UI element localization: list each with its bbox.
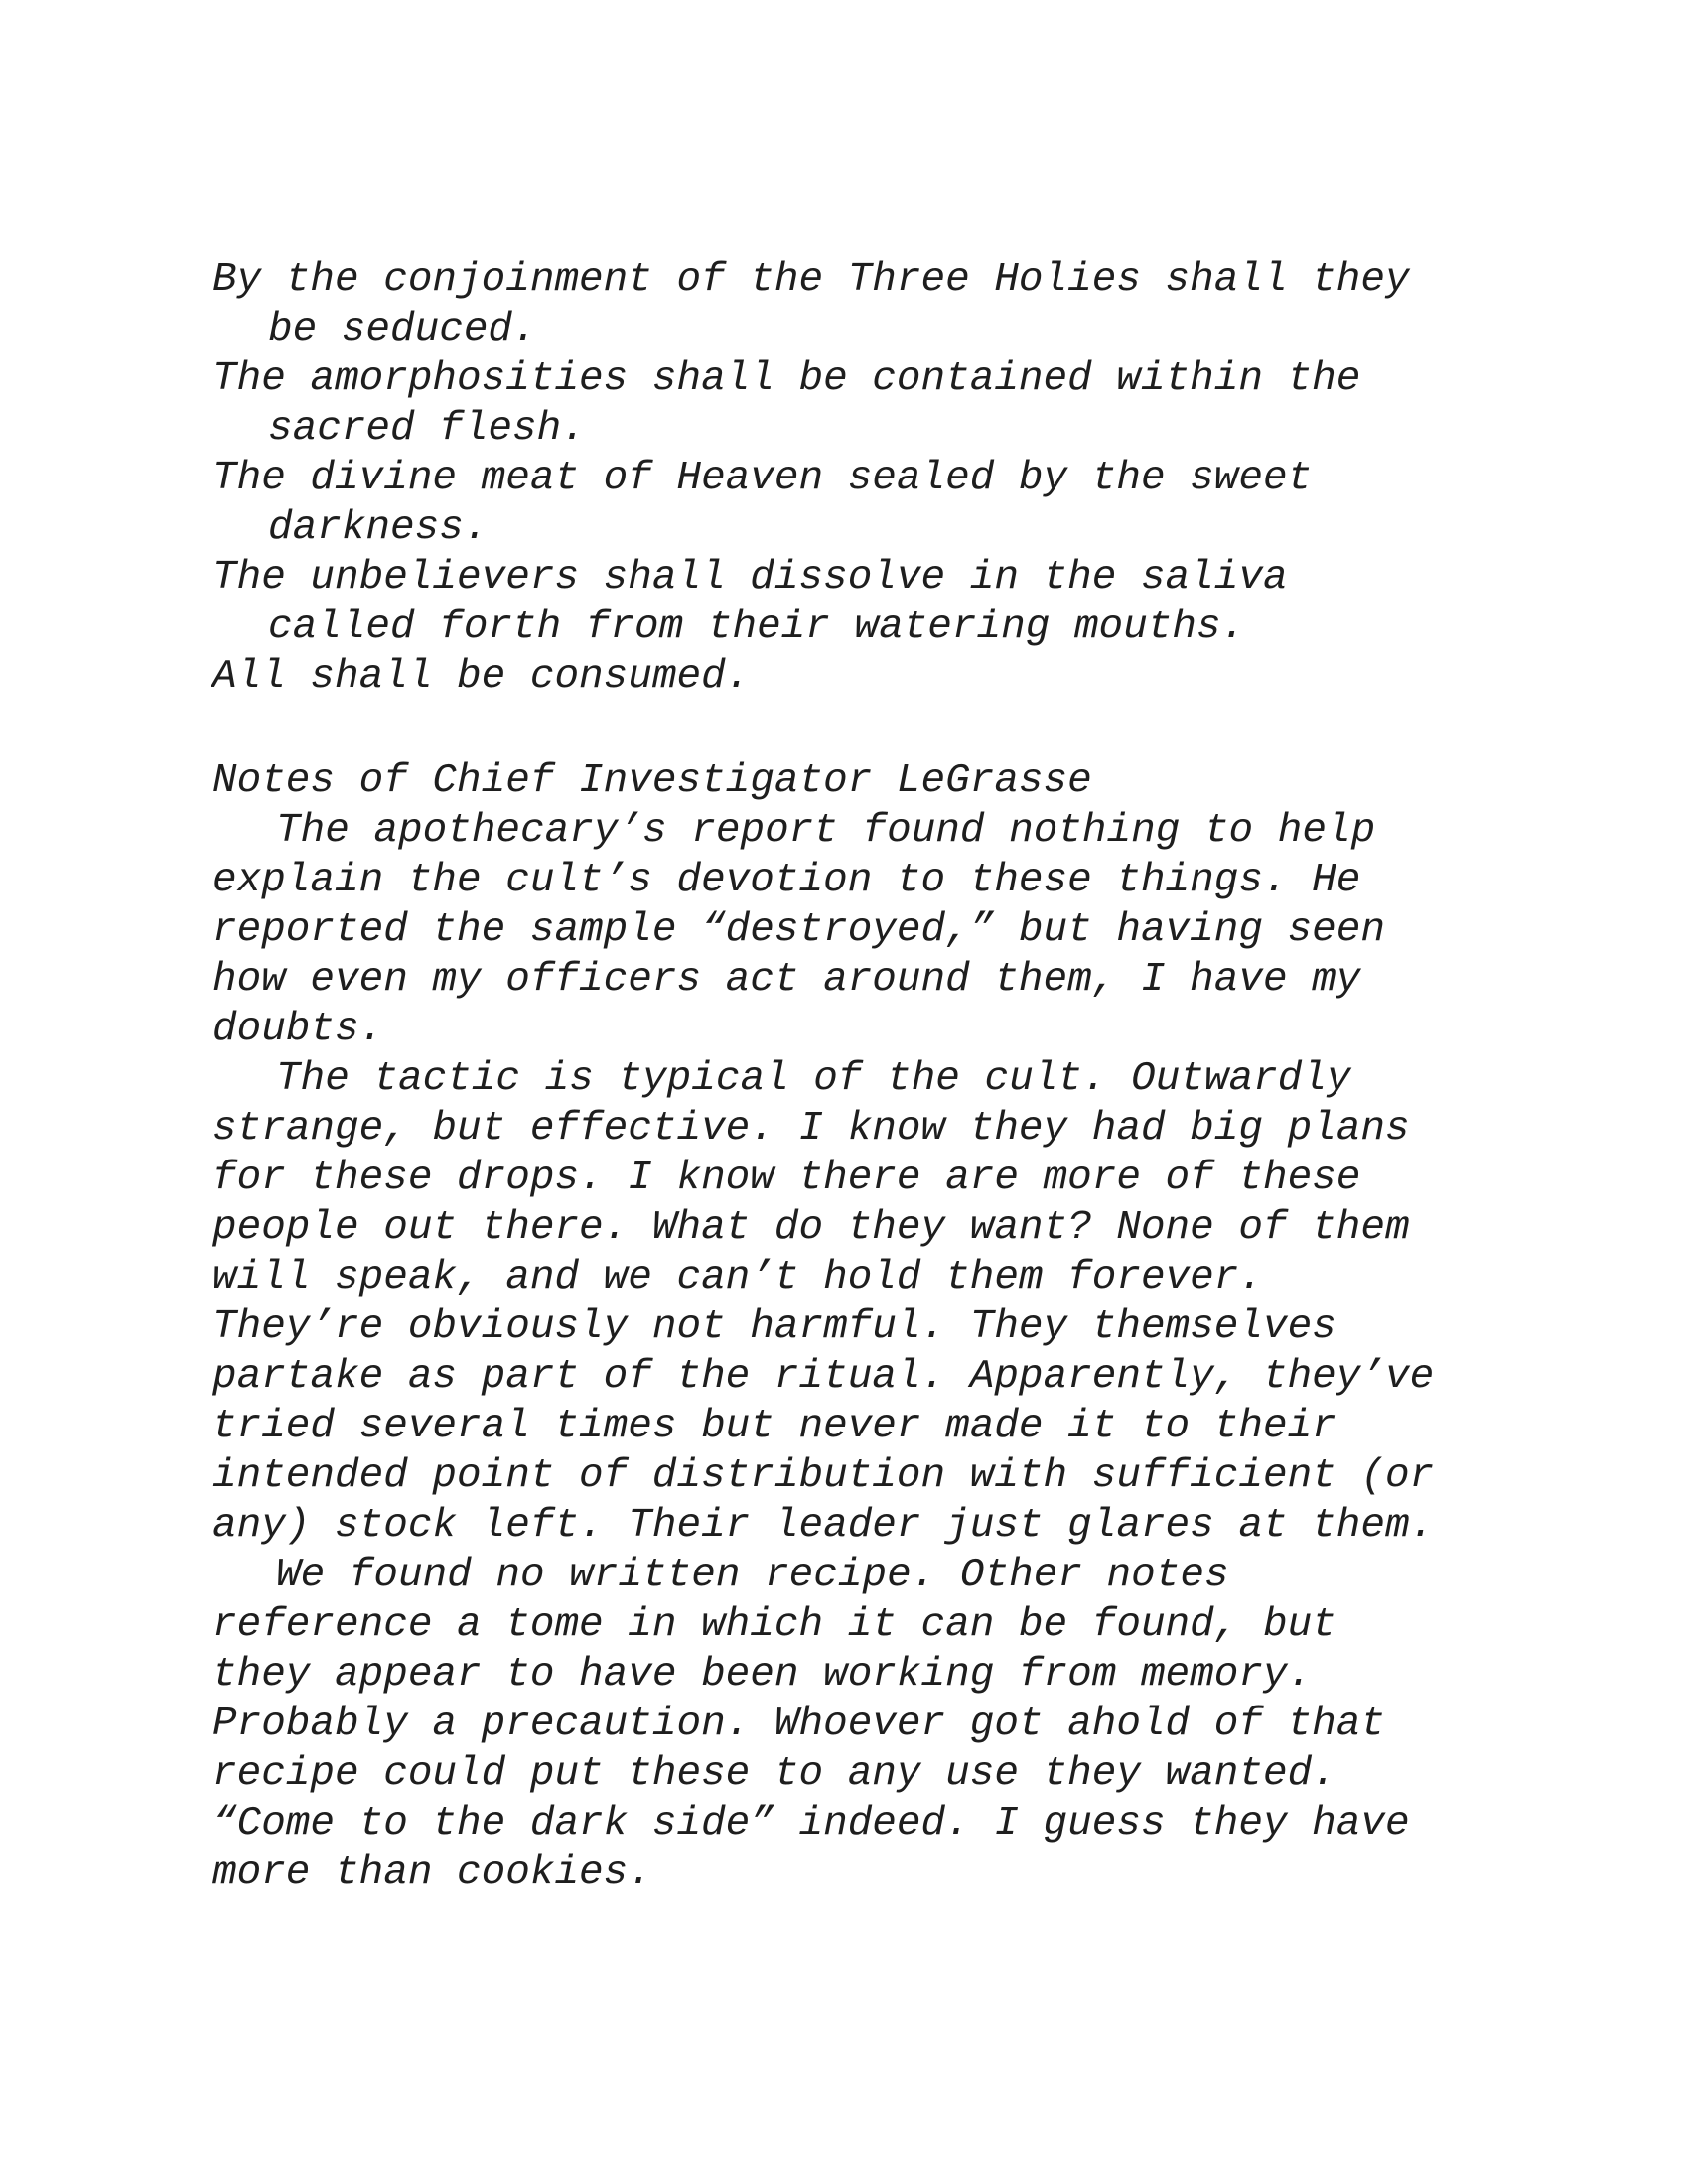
- verse-line-continuation: called forth from their watering mouths.: [268, 605, 1246, 650]
- notes-section: [212, 756, 1503, 1898]
- paragraph-line: people out there. What do they want? None of them: [212, 1205, 1410, 1251]
- paragraph-line: doubts.: [212, 1007, 384, 1052]
- paragraph-line: partake as part of the ritual. Apparently, they’ve: [212, 1354, 1435, 1400]
- paragraph-line: strange, but effective. I know they had big plans: [212, 1106, 1410, 1152]
- paragraph-line: intended point of distribution with sufficient (or: [212, 1453, 1435, 1499]
- notes-paragraph: [212, 1054, 1503, 1551]
- paragraph-line: recipe could put these to any use they wanted.: [212, 1751, 1336, 1797]
- paragraph-line: explain the cult’s devotion to these things. He: [212, 858, 1361, 903]
- paragraph-line: The apothecary’s report found nothing to help: [276, 808, 1376, 854]
- verse-line-continuation: be seduced.: [268, 307, 537, 352]
- paragraph-line: how even my officers act around them, I have my: [212, 957, 1361, 1003]
- notes-paragraph: [212, 806, 1503, 1054]
- paragraph-line: more than cookies.: [212, 1850, 652, 1896]
- verse-line: All shall be consumed.: [212, 654, 751, 700]
- paragraph-line: they appear to have been working from memory.: [212, 1652, 1313, 1698]
- paragraph-line: any) stock left. Their leader just glares at them.: [212, 1503, 1435, 1549]
- paragraph-line: Probably a precaution. Whoever got ahold of that: [212, 1702, 1385, 1747]
- paragraph-line: They’re obviously not harmful. They themselves: [212, 1304, 1336, 1350]
- document-page: [212, 255, 1503, 1898]
- verse-line: By the conjoinment of the Three Holies shall they: [212, 257, 1410, 303]
- paragraph-line: reported the sample “destroyed,” but having seen: [212, 907, 1385, 953]
- paragraph-line: for these drops. I know there are more of these: [212, 1156, 1361, 1201]
- verse-line: The unbelievers shall dissolve in the saliva: [212, 555, 1288, 601]
- paragraph-line: will speak, and we can’t hold them forever.: [212, 1255, 1263, 1300]
- paragraph-line: We found no written recipe. Other notes: [276, 1553, 1229, 1598]
- verse-line: The divine meat of Heaven sealed by the sweet: [212, 456, 1313, 501]
- paragraph-line: tried several times but never made it to their: [212, 1404, 1336, 1449]
- verse-line-continuation: sacred flesh.: [268, 406, 586, 452]
- paragraph-line: “Come to the dark side” indeed. I guess they have: [212, 1801, 1410, 1846]
- paragraph-line: The tactic is typical of the cult. Outwardly: [276, 1056, 1351, 1102]
- notes-heading: Notes of Chief Investigator LeGrasse: [212, 758, 1092, 804]
- paragraph-line: reference a tome in which it can be found, but: [212, 1602, 1336, 1648]
- ritual-verse: [212, 255, 1503, 702]
- verse-line: The amorphosities shall be contained within the: [212, 356, 1361, 402]
- notes-paragraph: [212, 1551, 1503, 1898]
- verse-line-continuation: darkness.: [268, 505, 489, 551]
